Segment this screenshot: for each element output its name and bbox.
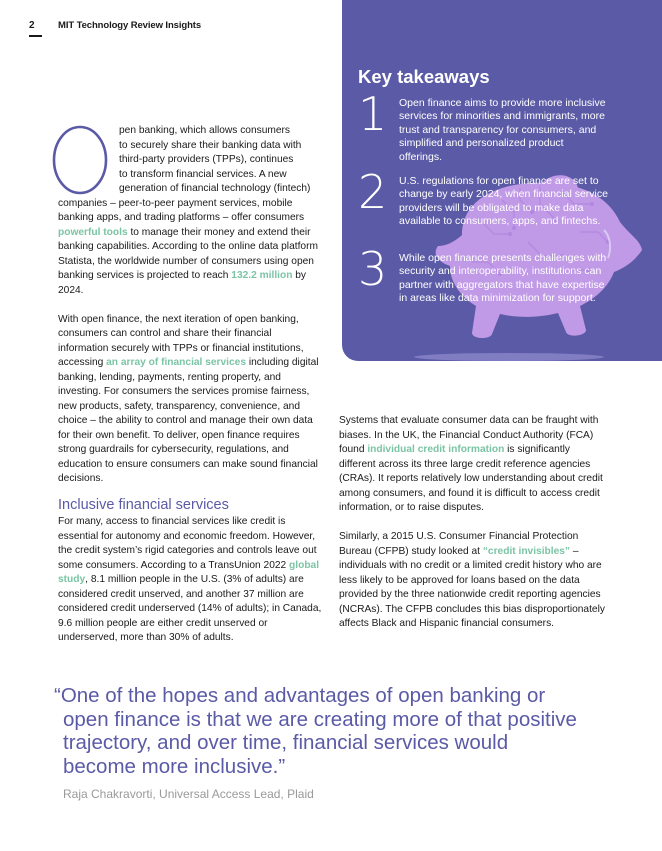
intro-paragraph (58, 124, 323, 298)
quote-line: open finance is that we are creating more of that positive (63, 707, 577, 731)
dropcap-line: pen banking, which allows consumers (119, 125, 291, 136)
bias-paragraph (339, 414, 607, 516)
paragraph-text: For many, access to financial services like credit is essential for autonomy and economic freedom. However, the credit system’s rigid categories and controls leave out some consumers. According to a TransUnion 2022 (58, 516, 317, 571)
paragraph-text: , 8.1 million people in the U.S. (3% of adults) are considered credit unserved, and another 37 million are considered credit underserved (14% of adults); in Canada, 9.6 million people are either credit unserved or underserved, more than 30% of adults. (58, 574, 322, 643)
link-132-million[interactable]: 132.2 million (231, 270, 293, 281)
quote-attribution: Raja Chakravorti, Universal Access Lead, Plaid (63, 787, 314, 801)
takeaway-number: 3 (358, 242, 388, 296)
paragraph-text: With open finance, the next iteration of open banking, consumers can control and share their financial information securely with TPPs or financial institutions, accessing (58, 313, 304, 368)
dropcap-line: to securely share their banking data with (119, 139, 302, 151)
dropcap-line: third-party providers (TPPs), continues (119, 154, 294, 165)
section-heading: Inclusive financial services (58, 497, 229, 513)
paragraph-text: – individuals with no credit or a limited credit history who are less likely to be approved for loans based on the data provided by the three nationwide credit reporting agencies (NCRAs). The CFPB concludes this bias disproportionately affects Black and Hispanic financial consumers. (339, 545, 605, 629)
quote-line: trajectory, and over time, financial services would (63, 731, 509, 754)
intro-text: to manage their money and extend their banking capabilities. According to the online data platform Statista, the worldwide number of consumers using open banking services is projected to reach (58, 226, 318, 281)
inclusive-paragraph (58, 515, 323, 646)
takeaway-number: 1 (358, 87, 388, 141)
page-number-underline (29, 35, 42, 37)
quote-line: “One of the hopes and advantages of open banking or (54, 684, 546, 707)
paragraph-text: Similarly, a 2015 U.S. Consumer Financial Protection Bureau (CFPB) study looked at (339, 531, 579, 557)
open-finance-paragraph (58, 313, 323, 487)
page-number: 2 (29, 20, 35, 31)
paragraph-text: Systems that evaluate consumer data can be fraught with biases. In the UK, the Financial Conduct Authority (FCA) found (339, 415, 599, 455)
intro-text: by 2024. (58, 270, 307, 296)
cfpb-paragraph (339, 530, 607, 632)
right-column (339, 414, 607, 632)
dropcap-line: to transform financial services. A new (119, 168, 287, 180)
intro-text: companies – peer-to-peer payment services, mobile banking apps, and trading platforms – offer consumers (58, 197, 305, 223)
takeaway-number: 2 (358, 165, 388, 219)
publication-title: MIT Technology Review Insights (58, 20, 202, 31)
takeaway-text: Open finance aims to provide more inclusive services for minorities and immigrants, more trust and transparency for consumers, and simplified and personalized product offerings. (399, 97, 606, 163)
key-takeaways-title: Key takeaways (358, 66, 490, 87)
dropcap-line: generation of financial technology (fintech) (119, 183, 311, 194)
link-credit-invisibles[interactable]: “credit invisibles” (482, 545, 571, 557)
link-global-study[interactable]: global study (58, 559, 320, 585)
pull-quote (54, 684, 624, 778)
paragraph-text: is significantly different across its three large credit reference agencies (CRAs). It reports relatively low understanding about credit among consumers, and found it is difficult to access credit information, or to raise disputes. (339, 444, 603, 513)
drop-cap-letter: O (50, 123, 51, 124)
link-individual-credit-information[interactable]: individual credit information (367, 444, 505, 455)
link-array-of-financial-services[interactable]: an array of financial services (106, 357, 247, 368)
paragraph-text: including digital banking, lending, payments, renting property, and investing. For consumers the services promise fairness, new products, safety, transparency, convenience, and choice – the ability to control and manage their own data for their own benefit. To deliver, open finance requires strong guardrails for cybersecurity, regulations, and education to ensure consumers can make sound financial decisions. (58, 357, 319, 484)
takeaway-text: While open finance presents challenges with security and interoperability, institutions can partner with aggregators that have expertise in areas like data minimization for support. (399, 252, 607, 305)
intro-body (58, 124, 323, 487)
link-powerful-tools[interactable]: powerful tools (58, 226, 128, 238)
takeaway-text: U.S. regulations for open finance are set to change by early 2024, when financial service providers will be obligated to make data available to consumers, apps, and fintechs. (399, 175, 608, 228)
key-takeaways-panel (342, 0, 662, 361)
quote-line: become more inclusive.” (63, 754, 286, 778)
